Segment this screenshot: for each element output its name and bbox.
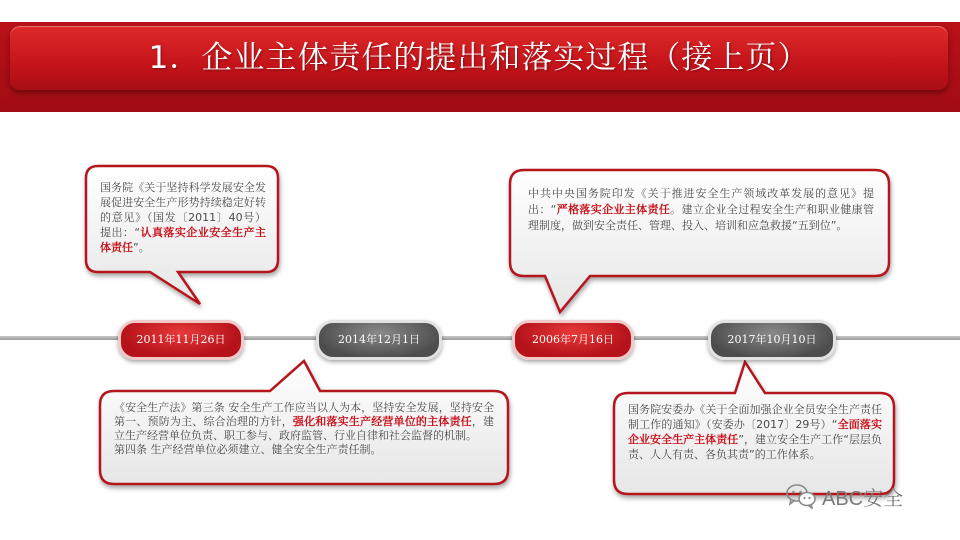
watermark xyxy=(786,482,903,510)
callout-2-text-b: ，建立生产经营单位负责、职工参与、政府监管、行业自律和社会监督的机制。 xyxy=(114,415,495,442)
date-pill-2006: 2006年7月16日 xyxy=(512,320,634,360)
callout-1-text-a: 国务院《关于坚持科学发展安全发展促进安全生产形势持续稳定好转的意见》（国发〔2011〕40号）提出：“ xyxy=(100,181,266,239)
page-title: 1．企业主体责任的提出和落实过程（接上页） xyxy=(148,40,810,76)
callout-3-text xyxy=(528,186,874,234)
callout-2-text-c: 第四条 生产经营单位必须建立、健全安全生产责任制。 xyxy=(114,443,382,456)
date-pill-2017: 2017年10月10日 xyxy=(708,320,836,360)
callout-4-text-b: ”，建立安全生产工作“层层负责、人人有责、各负其责”的工作体系。 xyxy=(628,433,882,461)
callout-3-highlight: 严格落实企业主体责任 xyxy=(556,203,671,216)
callout-4-highlight: 全面落实企业安全生产主体责任 xyxy=(628,418,882,446)
watermark-text: ABC安全 xyxy=(822,487,904,510)
callout-3-text-a: 中共中央国务院印发《关于推进安全生产领域改革发展的意见》提出：“ xyxy=(528,187,874,216)
callout-1-text xyxy=(100,180,266,255)
date-pill-2011: 2011年11月26日 xyxy=(118,320,244,360)
wechat-icon xyxy=(786,483,816,509)
callout-2-text-a: 《安全生产法》第三条 安全生产工作应当以人为本，坚持安全发展，坚持安全第一、预防为主、综合治理的方针， xyxy=(114,401,494,428)
callout-3-text-b: 。建立企业全过程安全生产和职业健康管理制度，做到安全责任、管理、投入、培训和应急救援“五到位”。 xyxy=(528,203,875,232)
callout-4-text-a: 国务院安委办《关于全面加强企业全员安全生产责任制工作的通知》（安委办〔2017〕29号）“ xyxy=(628,403,882,431)
callout-1-text-b: ”。 xyxy=(133,241,150,254)
callout-2-highlight: 强化和落实生产经营单位的主体责任 xyxy=(292,415,472,428)
date-pill-2014: 2014年12月1日 xyxy=(316,320,442,360)
callout-2-text xyxy=(114,401,494,457)
callout-1-highlight: 认真落实企业安全生产主体责任 xyxy=(100,226,267,254)
callout-4-text xyxy=(628,402,882,462)
